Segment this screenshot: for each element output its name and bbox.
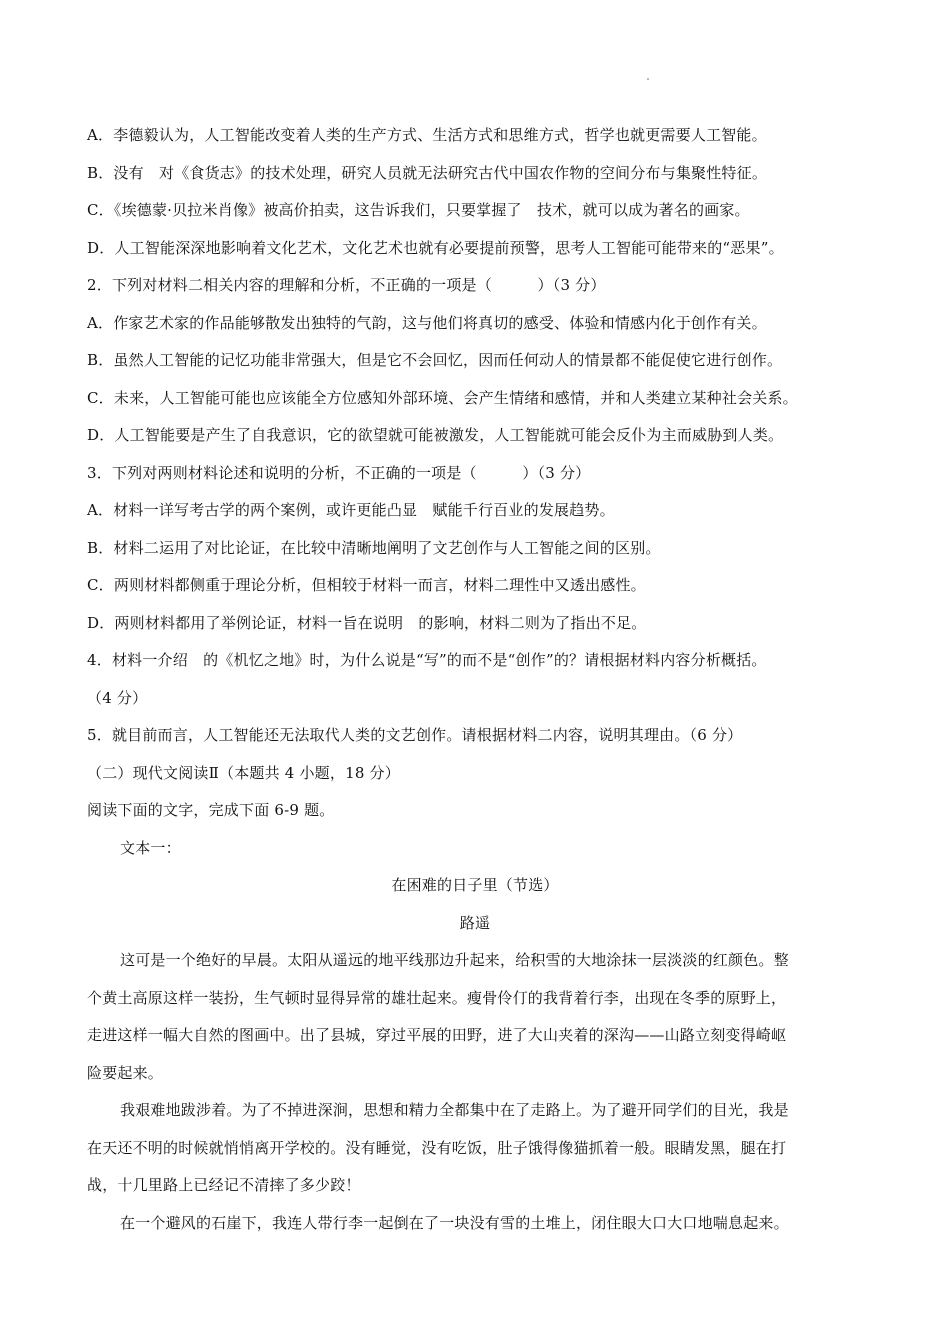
q4-stem: 4．材料一介绍 的《机忆之地》时，为什么说是“写”的而不是“创作”的？请根据材料内容分析概括。: [87, 651, 767, 669]
q3-stem: 3．下列对两则材料论述和说明的分析，不正确的一项是（ ）（3 分）: [87, 464, 591, 482]
q1-option-c: C．《埃德蒙·贝拉米肖像》被高价拍卖，这告诉我们，只要掌握了 技术，就可以成为著名的画家。: [87, 201, 750, 219]
paragraph-1-line-3: 走进这样一幅大自然的图画中。出了县城，穿过平展的田野，进了大山夹着的深沟——山路立刻变得崎岖: [87, 1026, 787, 1044]
q1-option-a: A．李德毅认为，人工智能改变着人类的生产方式、生活方式和思维方式，哲学也就更需要人工智能。: [87, 126, 767, 144]
section-instruction: 阅读下面的文字，完成下面 6-9 题。: [87, 801, 335, 819]
text-label: 文本一：: [120, 839, 181, 857]
section-heading: （二）现代文阅读Ⅱ（本题共 4 小题，18 分）: [87, 764, 400, 782]
passage-title: 在困难的日子里（节选）: [391, 876, 559, 894]
scan-speck: [647, 78, 649, 80]
q2-stem: 2．下列对材料二相关内容的理解和分析，不正确的一项是（ ）（3 分）: [87, 276, 606, 294]
q2-option-b: B．虽然人工智能的记忆功能非常强大，但是它不会回忆，因而任何动人的情景都不能促使它进行创作。: [87, 351, 783, 369]
paragraph-1-line-2: 个黄土高原这样一装扮，生气顿时显得异常的雄壮起来。瘦骨伶仃的我背着行李，出现在冬季的原野上，: [87, 989, 787, 1007]
q2-option-d: D．人工智能要是产生了自我意识，它的欲望就可能被激发，人工智能就可能会反仆为主而威胁到人类。: [87, 426, 784, 444]
paragraph-2-line-1: 我艰难地跋涉着。为了不掉进深涧，思想和精力全都集中在了走路上。为了避开同学们的目光，我是: [120, 1101, 789, 1119]
paragraph-1-line-4: 险要起来。: [87, 1064, 164, 1082]
paragraph-3-line-1: 在一个避风的石崖下，我连人带行李一起倒在了一块没有雪的土堆上，闭住眼大口大口地喘息起来。: [120, 1214, 789, 1232]
q3-option-a: A．材料一详写考古学的两个案例，或许更能凸显 赋能千行百业的发展趋势。: [87, 501, 615, 519]
q3-option-d: D．两则材料都用了举例论证，材料一旨在说明 的影响，材料二则为了指出不足。: [87, 614, 647, 632]
q3-option-b: B．材料二运用了对比论证，在比较中清晰地阐明了文艺创作与人工智能之间的区别。: [87, 539, 661, 557]
paragraph-2-line-3: 战，十几里路上已经记不清摔了多少跤！: [87, 1176, 361, 1194]
passage-author: 路遥: [459, 914, 491, 932]
q1-option-d: D．人工智能深深地影响着文化艺术，文化艺术也就有必要提前预警，思考人工智能可能带来的“恶果”。: [87, 239, 784, 257]
q5-stem: 5．就目前而言，人工智能还无法取代人类的文艺创作。请根据材料二内容，说明其理由。（6 分）: [87, 726, 743, 744]
q4-points: （4 分）: [87, 689, 148, 707]
paragraph-2-line-2: 在天还不明的时候就悄悄离开学校的。没有睡觉，没有吃饭，肚子饿得像猫抓着一般。眼睛发黑，腿在打: [87, 1139, 787, 1157]
q2-option-c: C．未来，人工智能可能也应该能全方位感知外部环境、会产生情绪和感情，并和人类建立某种社会关系。: [87, 389, 798, 407]
q3-option-c: C．两则材料都侧重于理论分析，但相较于材料一而言，材料二理性中又透出感性。: [87, 576, 646, 594]
paragraph-1-line-1: 这可是一个绝好的早晨。太阳从遥远的地平线那边升起来，给积雪的大地涂抹一层淡淡的红颜色。整: [120, 951, 789, 969]
q2-option-a: A．作家艺术家的作品能够散发出独特的气韵，这与他们将真切的感受、体验和情感内化于创作有关。: [87, 314, 767, 332]
q1-option-b: B．没有 对《食货志》的技术处理，研究人员就无法研究古代中国农作物的空间分布与集聚性特征。: [87, 164, 768, 182]
